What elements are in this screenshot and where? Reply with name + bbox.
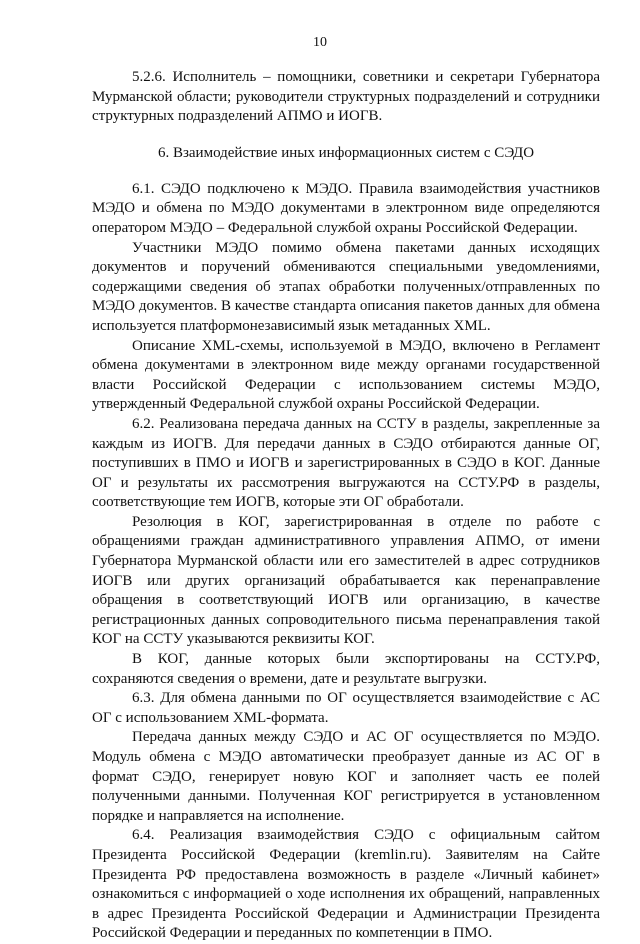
paragraph-xml-schema: Описание XML-схемы, используемой в МЭДО, включено в Регламент обмена документами в электронном виде между органами государственной власти Российской Федерации с использованием системы МЭДО, утвержденный Федеральной службой охраны Российской Федерации.	[92, 337, 600, 413]
page-number: 10	[313, 35, 327, 50]
paragraph-6-1: 6.1. СЭДО подключено к МЭДО. Правила взаимодействия участников МЭДО и обмена по МЭДО документами в электронном виде определяются оператором МЭДО – Федеральной службой охраны Российской Федерации.	[92, 180, 600, 236]
document-body	[92, 68, 600, 944]
paragraph-6-4: 6.4. Реализация взаимодействия СЭДО с официальным сайтом Президента Российской Федерации (kremlin.ru). Заявителям на Сайте Президента РФ предоставлена возможность в разделе «Личный кабинет» ознакомиться с информацией о ходе исполнения их обращений, направленных в адрес Президента Российской Федерации и Администрации Президента Российской Федерации и переданных по компетенции в ПМО.	[92, 827, 600, 942]
paragraph-6-2: 6.2. Реализована передача данных на ССТУ в разделы, закрепленные за каждым из ИОГВ. Для передачи данных в СЭДО отбираются данные ОГ, поступивших в ПМО и ИОГВ и зарегистрированных в СЭДО в КОГ. Данные ОГ и результаты их рассмотрения выгружаются на ССТУ.РФ в разделы, соответствующие тем ИОГВ, которые эти ОГ обработали.	[92, 415, 600, 511]
section-heading: 6. Взаимодействие иных информационных систем с СЭДО	[157, 144, 535, 161]
paragraph-medo-participants: Участники МЭДО помимо обмена пакетами данных исходящих документов и поручений обмениваются специальными уведомлениями, содержащими сведения об этапах обработки полученных/отправленных по МЭДО документов. В качестве стандарта описания пакетов данных для обмена используется платформонезависимый язык метаданных XML.	[92, 239, 600, 334]
paragraph-export-info: В КОГ, данные которых были экспортированы на ССТУ.РФ, сохраняются сведения о времени, дате и результате выгрузки.	[92, 651, 600, 687]
paragraph-6-3: 6.3. Для обмена данными по ОГ осуществляется взаимодействие с АС ОГ с использованием XML-формата.	[92, 690, 600, 726]
paragraph-resolution: Резолюция в КОГ, зарегистрированная в отделе по работе с обращениями граждан административного управления АПМО, от имени Губернатора Мурманской области или его заместителей в адрес сотрудников ИОГВ или других организаций обрабатывается как перенаправление обращения в соответствующий ИОГВ или организацию, в качестве регистрационных данных сопроводительного письма перенаправления такой КОГ на ССТУ указываются реквизиты КОГ.	[92, 513, 600, 648]
paragraph-5-2-6: 5.2.6. Исполнитель – помощники, советники и секретари Губернатора Мурманской области; руководители структурных подразделений и сотрудники структурных подразделений АПМО и ИОГВ.	[92, 69, 600, 125]
paragraph-data-transfer: Передача данных между СЭДО и АС ОГ осуществляется по МЭДО. Модуль обмена с МЭДО автоматически преобразует данные из АС ОГ в формат СЭДО, генерирует новую КОГ и заполняет часть ее полей полученными данными. Полученная КОГ регистрируется в установленном порядке и направляется на исполнение.	[92, 729, 600, 824]
